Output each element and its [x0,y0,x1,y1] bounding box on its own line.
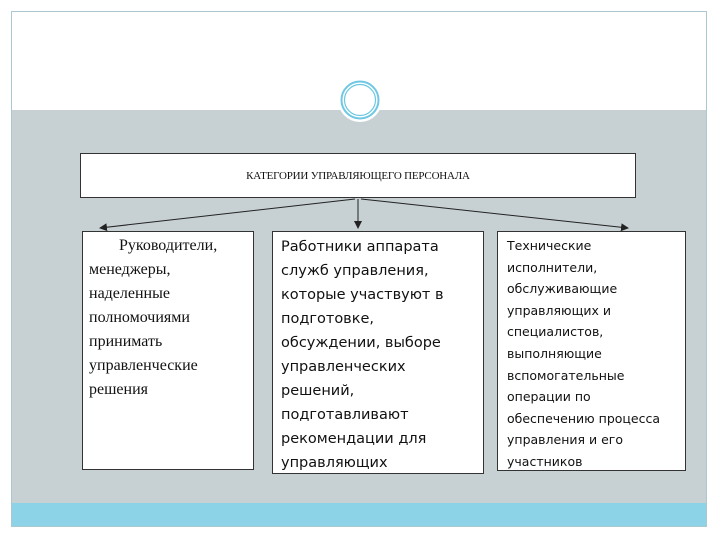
category-header-box [80,153,636,198]
category-text-managers: Руководители, менеджеры, наделенные полномочиями принимать управленческие решения [89,237,218,398]
category-box-technical [497,231,686,471]
footer-bar [12,503,706,526]
category-text-technical: Технические исполнители, обслуживающие управляющих и специалистов, выполняющие вспомогательные операции по обеспечению процесса управления и его участников [507,238,661,469]
category-text-staff: Работники аппарата служб управления, которые участвуют в подготовке, обсуждении, выборе управленческих решений, подготавливают рекомендации для управляющих [281,239,444,471]
category-box-managers [82,231,254,470]
category-box-staff [272,231,484,474]
circle-ornament-icon [337,77,383,123]
category-header-text: КАТЕГОРИИ УПРАВЛЯЮЩЕГО ПЕРСОНАЛА [246,169,470,182]
